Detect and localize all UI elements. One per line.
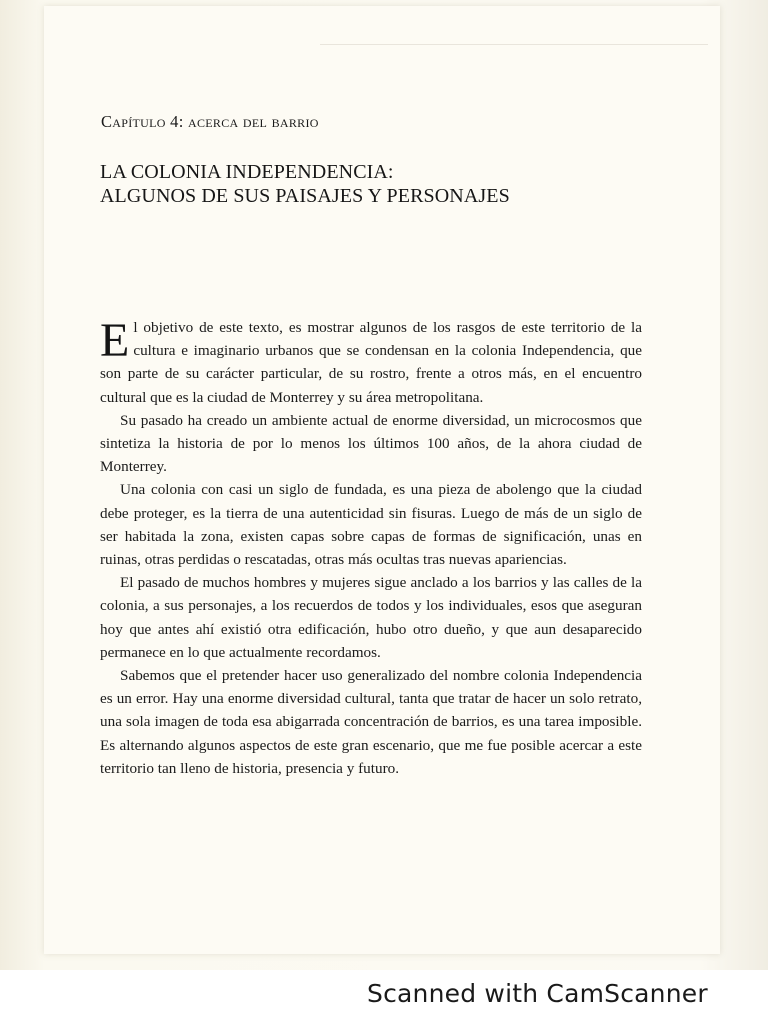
paragraph-5: Sabemos que el pretender hacer uso generalizado del nombre colonia Independencia es un error. Hay una enorme diversidad cultural, tanta que tratar de hacer un solo retrato, una sola imagen de toda esa abigarrada concentración de barrios, es una tarea imposible. Es alternando algunos aspectos de este gran escenario, que me fue posible acercar a este territorio tan lleno de historia, presencia y futuro. xyxy=(100,667,642,777)
paragraph-3: Una colonia con casi un siglo de fundada, es una pieza de abolengo que la ciudad debe proteger, es la tierra de una autenticidad sin fisuras. Luego de más de un siglo de ser habitada la zona, existen capas sobre capas de formas de significación, unas en ruinas, otras perdidas o rescatadas, otras más ocultas tras nuevas apariencias. xyxy=(100,481,642,569)
show-through-header-rule xyxy=(320,44,708,45)
paragraph-1 xyxy=(100,316,642,409)
camscanner-watermark: Scanned with CamScanner xyxy=(367,979,708,1008)
paragraph-4: El pasado de muchos hombres y mujeres sigue anclado a los barrios y las calles de la colonia, a sus personajes, a los recuerdos de todos y los individuales, esos que aseguran hoy que antes ahí existió otra edificación, hubo otro dueño, y que aun desaparecido permanece en lo que actualmente recordamos. xyxy=(100,574,642,661)
body-text xyxy=(100,316,642,780)
section-title-line-2: ALGUNOS DE SUS PAISAJES Y PERSONAJES xyxy=(100,185,510,207)
paragraph-1-text: l objetivo de este texto, es mostrar algunos de los rasgos de este territorio de la cultura e imaginario urbanos que se condensan en la colonia Independencia, que son parte de su carácter particular, de su rostro, frente a otros más, en el encuentro cultural que es la ciudad de Monterrey y su área metropolitana. xyxy=(100,319,642,406)
chapter-label: Capítulo 4: acerca del barrio xyxy=(101,112,319,131)
paragraph-2: Su pasado ha creado un ambiente actual de enorme diversidad, un microcosmos que sintetiza la historia de por lo menos los últimos 100 años, de la ahora ciudad de Monterrey. xyxy=(100,411,642,476)
section-title xyxy=(100,160,660,208)
section-title-line-1: LA COLONIA INDEPENDENCIA: xyxy=(100,161,394,183)
drop-cap: E xyxy=(100,314,130,367)
